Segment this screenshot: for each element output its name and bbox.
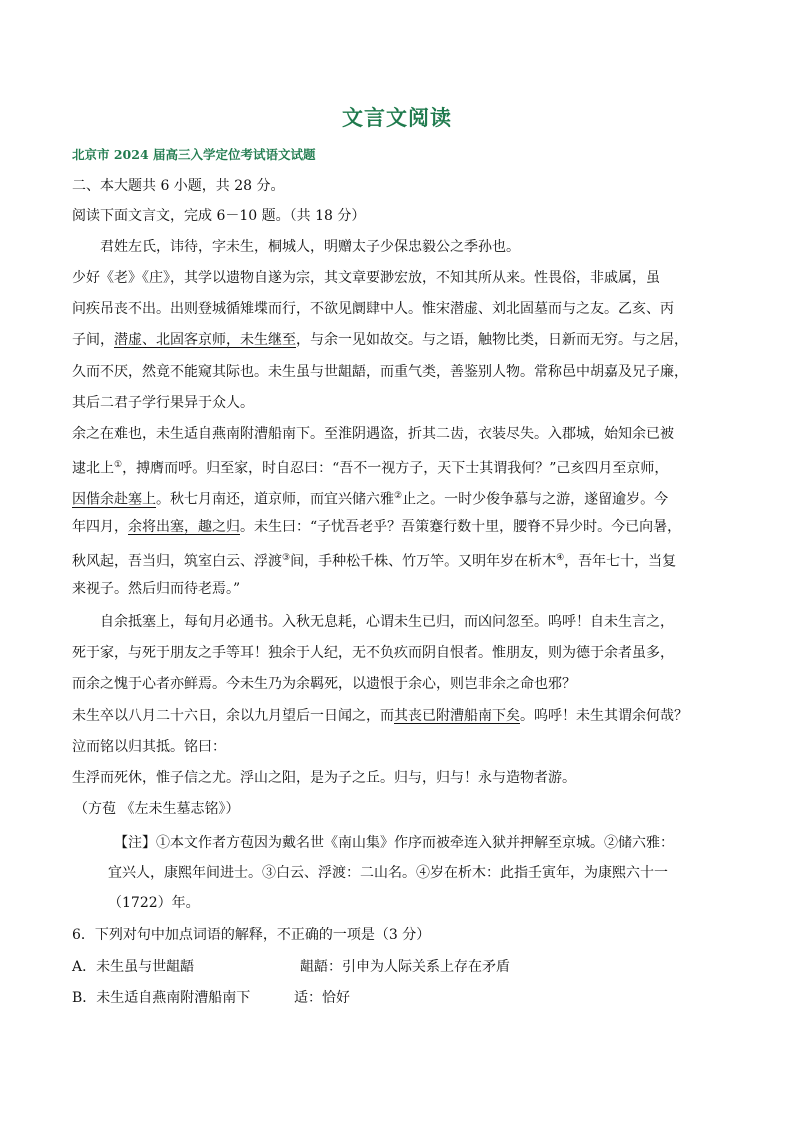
text-segment: 。呜呼！未生其谓余何哉？	[520, 708, 688, 724]
underlined-sentence: 潜虚、北固客京师，未生继至	[114, 332, 296, 348]
passage-line: 问疾吊丧不出。出则登城循雉堞而行，不欲见阛肆中人。惟宋潜虚、刘北固墓而与之友。乙亥、丙	[72, 301, 674, 317]
footnote-marker: ①	[114, 460, 123, 470]
text-segment: 子间，	[72, 332, 114, 348]
text-segment: ，与余一见如故交。与之语，触物比类，日新而无穷。与之居，	[296, 332, 688, 348]
annotation-line: 【注】①本文作者方苞因为戴名世《南山集》作序而被牵连入狱并押解至京城。②储六雅：	[114, 835, 674, 851]
text-segment: ，吾年七十，当复	[564, 553, 677, 570]
annotation-line: 宜兴人，康熙年间进士。③白云、浮渡：二山名。④岁在析木：此指壬寅年，为康熙六十一	[108, 865, 668, 881]
passage-line: 来视子。然后归而待老焉。”	[72, 581, 241, 597]
passage-line: 自余抵塞上，每旬月必通书。入秋无息耗，心谓未生已归，而凶问忽至。呜呼！自未生言之，	[100, 614, 674, 630]
option-b-gloss: 适：恰好	[294, 990, 350, 1006]
text-segment: 未生卒以八月二十六日，余以九月望后一日闻之，而	[72, 708, 394, 724]
passage-line	[72, 486, 732, 510]
passage-line: 余之在难也，未生适自燕南附漕船南下。至淮阴遇盗，折其二齿，衣装尽失。入郡城，始知余已被	[72, 426, 674, 442]
passage-line: 其后二君子学行果异于众人。	[72, 395, 254, 411]
section-header: 二、本大题共 6 小题，共 28 分。	[72, 178, 285, 194]
option-a-gloss: 龃龉：引申为人际关系上存在矛盾	[300, 959, 510, 975]
text-segment: 。未生曰：“子忧吾老乎？吾策蹇行数十里，腰脊不异少时。今已向暑，	[240, 519, 682, 535]
passage-line	[72, 455, 732, 479]
footnote-marker: ④	[556, 553, 565, 563]
text-segment: 间，手种松千株、竹万竿。又明年岁在析木	[290, 553, 557, 570]
passage-line: 君姓左氏，讳待，字未生，桐城人，明赠太子少保忠毅公之季孙也。	[100, 239, 520, 255]
option-b	[72, 988, 732, 1008]
underlined-sentence: 因偕余赴塞上	[72, 491, 156, 508]
text-segment: 。秋七月南还，道京师，而宜兴储六雅	[156, 491, 394, 508]
underlined-sentence: 其丧已附漕船南下矣	[394, 708, 520, 724]
exam-source-subtitle: 北京市 2024 届高三入学定位考试语文试题	[72, 147, 316, 162]
footnote-marker: ②	[394, 491, 403, 501]
passage-line	[72, 706, 732, 726]
inscription-line: 生浮而死休，惟子信之尤。浮山之阳，是为子之丘。归与，归与！永与造物者游。	[72, 770, 576, 786]
option-b-text: B．未生适自燕南附漕船南下	[72, 990, 251, 1006]
page-title: 文言文阅读	[342, 105, 452, 130]
passage-line: 死于家，与死于朋友之手等耳！独余于人纪，无不负疚而阴自恨者。惟朋友，则为德于余者虽多，	[72, 645, 674, 661]
passage-line	[72, 330, 732, 350]
passage-line	[72, 548, 732, 572]
text-segment: 年四月，	[72, 519, 128, 535]
text-segment: 止之。一时少俊争慕与之游，遂留逾岁。今	[402, 491, 669, 508]
footnote-marker: ③	[282, 553, 291, 563]
option-a-text: A．未生虽与世龃龉	[72, 959, 195, 975]
passage-line: 久而不厌，然竟不能窥其际也。未生虽与世龃龉，而重气类，善鉴别人物。常称邑中胡嘉及兄子廉，	[72, 364, 688, 380]
instruction-line: 阅读下面文言文，完成 6－10 题。（共 18 分）	[72, 208, 366, 224]
underlined-sentence: 余将出塞，趣之归	[128, 519, 240, 535]
passage-line	[72, 517, 732, 537]
passage-line: 少好《老》《庄》，其学以遗物自遂为宗，其文章要渺宏放，不知其所从来。性畏俗，非戚属，虽	[72, 270, 660, 286]
text-segment: 逮北上	[72, 460, 114, 477]
source-citation: （方苞 《左未生墓志铭》）	[74, 801, 240, 817]
annotation-line: （1722）年。	[108, 895, 200, 911]
option-a	[72, 957, 732, 977]
text-segment: 秋风起，吾当归，筑室白云、浮渡	[72, 553, 282, 570]
text-segment: ，搏膺而呼。归至家，时自忍曰：“吾不一视方子，天下士其谓我何？”己亥四月至京师，	[122, 460, 669, 477]
question-6: 6．下列对句中加点词语的解释，不正确的一项是（3 分）	[72, 927, 431, 943]
passage-line: 泣而铭以归其抵。铭曰：	[72, 739, 226, 755]
passage-line: 而余之愧于心者亦鲜焉。今未生乃为余羁死，以遗恨于余心，则岂非余之命也邪？	[72, 676, 576, 692]
